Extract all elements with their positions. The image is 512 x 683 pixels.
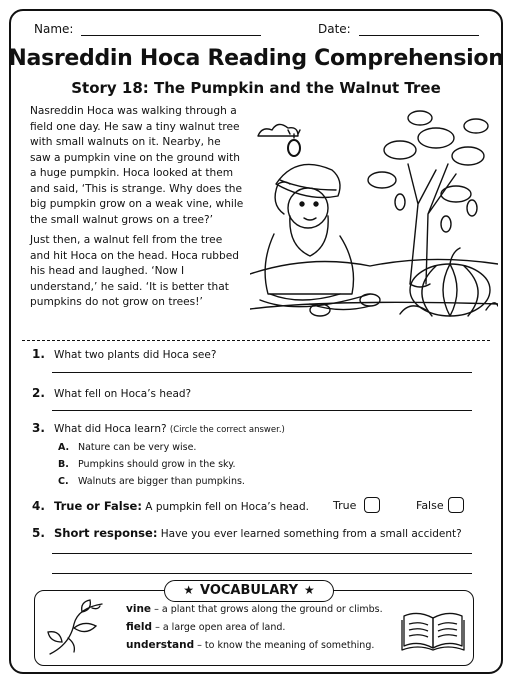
open-book-icon — [400, 606, 466, 652]
vocab-definition: – a plant that grows along the ground or climbs. — [154, 604, 383, 615]
story-paragraph-1: Nasreddin Hoca was walking through a field one day. He saw a tiny walnut tree with small walnuts on it. Nearby, he saw a pumpkin vine on the ground with a huge pumpkin. Hoca looked at them and said, ‘This is strange. Why does the big pumpkin grow on a weak vine, while the small walnut grows on a tree?’ — [30, 105, 244, 226]
vocab-definition: – to know the meaning of something. — [197, 640, 375, 651]
vocab-definition: – a large open area of land. — [155, 622, 286, 633]
option-c[interactable] — [58, 476, 245, 487]
story-paragraph-2: Just then, a walnut fell from the tree and hit Hoca on the head. Hoca rubbed his head and laughed. ‘Now I understand,’ he said. ‘It is better that pumpkins do not grow on trees!’ — [30, 234, 239, 308]
vocab-word: understand — [126, 639, 195, 651]
answer-line-5a[interactable] — [52, 553, 472, 554]
answer-line-1[interactable] — [52, 372, 472, 373]
section-divider — [22, 340, 490, 341]
question-label: Short response: — [54, 526, 158, 540]
option-a[interactable] — [58, 442, 196, 453]
false-label: False — [416, 499, 444, 512]
worksheet-title: Nasreddin Hoca Reading Comprehension — [8, 46, 504, 71]
question-hint: (Circle the correct answer.) — [169, 425, 285, 435]
vocabulary-title: VOCABULARY — [199, 583, 298, 598]
vocab-word: field — [126, 621, 153, 633]
option-letter: A. — [58, 442, 70, 453]
question-text: Have you ever learned something from a small accident? — [160, 528, 462, 540]
hoca-illustration — [250, 104, 498, 330]
question-number: 5. — [32, 526, 45, 540]
question-number: 2. — [32, 386, 45, 400]
question-number: 1. — [32, 347, 45, 361]
question-text: What did Hoca learn? — [54, 423, 167, 435]
answer-line-5b[interactable] — [52, 573, 472, 574]
vocabulary-heading — [164, 580, 334, 602]
option-text: Walnuts are bigger than pumpkins. — [78, 476, 245, 487]
true-checkbox[interactable] — [364, 497, 380, 513]
star-icon: ★ — [183, 583, 194, 597]
answer-line-2[interactable] — [52, 410, 472, 411]
option-text: Pumpkins should grow in the sky. — [78, 459, 236, 470]
question-number: 3. — [32, 421, 45, 435]
vocab-item-vine — [126, 603, 383, 615]
option-b[interactable] — [58, 459, 236, 470]
question-text: What fell on Hoca’s head? — [54, 388, 192, 400]
question-4 — [32, 499, 309, 513]
true-label: True — [333, 499, 357, 512]
option-text: Nature can be very wise. — [78, 442, 197, 453]
vocab-item-understand — [126, 639, 374, 651]
date-label: Date: — [318, 22, 351, 36]
vocab-item-field — [126, 621, 285, 633]
star-icon: ★ — [304, 583, 315, 597]
name-line — [34, 22, 261, 36]
date-line — [318, 22, 479, 36]
name-label: Name: — [34, 22, 74, 36]
option-letter: C. — [58, 476, 69, 487]
question-number: 4. — [32, 499, 45, 513]
question-2 — [32, 386, 191, 400]
story-title: Story 18: The Pumpkin and the Walnut Tree — [71, 79, 441, 97]
name-field[interactable] — [81, 24, 261, 36]
date-field[interactable] — [359, 24, 479, 36]
vocab-word: vine — [126, 603, 152, 615]
false-checkbox[interactable] — [448, 497, 464, 513]
question-text: What two plants did Hoca see? — [54, 349, 217, 361]
question-3 — [32, 421, 285, 435]
question-5 — [32, 526, 462, 540]
question-1 — [32, 347, 216, 361]
option-letter: B. — [58, 459, 69, 470]
question-label: True or False: — [54, 499, 142, 513]
story-text — [30, 104, 244, 311]
question-text: A pumpkin fell on Hoca’s head. — [145, 501, 309, 513]
vine-icon — [42, 598, 112, 660]
